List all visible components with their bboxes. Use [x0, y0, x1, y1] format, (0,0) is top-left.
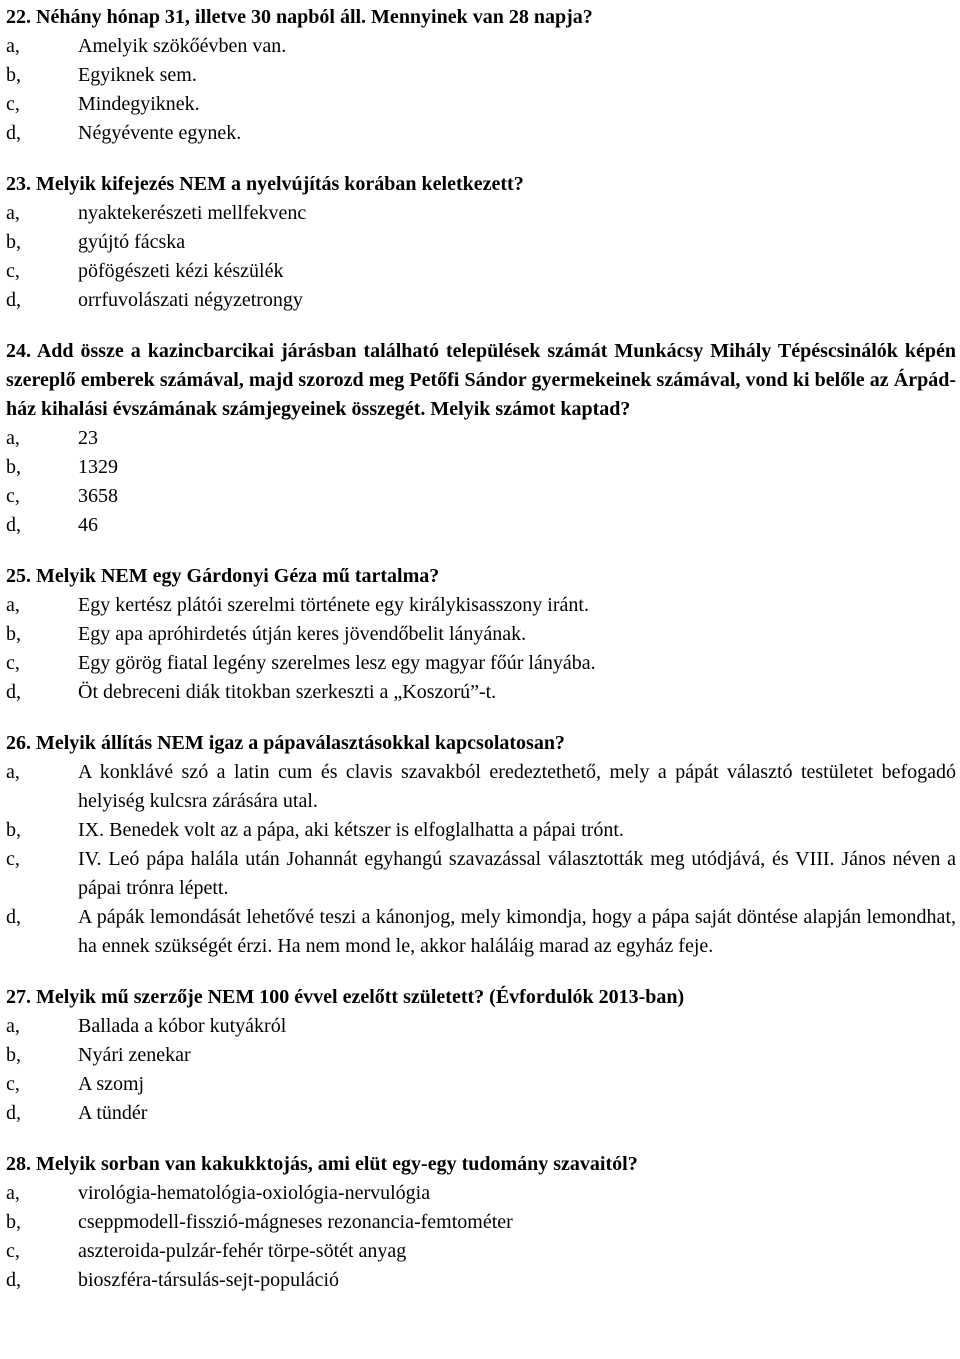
option-c	[6, 1237, 956, 1266]
question-27	[6, 983, 956, 1128]
option-letter: d,	[6, 289, 21, 311]
option-c	[6, 1070, 956, 1099]
option-letter: c,	[6, 485, 20, 507]
option-letter: c,	[6, 1240, 20, 1262]
option-text: Öt debreceni diák titokban szerkeszti a „Koszorú”-t.	[78, 681, 497, 703]
option-letter: a,	[6, 202, 20, 224]
option-c	[6, 649, 956, 678]
option-text: bioszféra-társulás-sejt-populáció	[78, 1269, 340, 1291]
question-22	[6, 3, 956, 148]
option-a	[6, 591, 956, 620]
option-c	[6, 845, 956, 903]
option-letter: c,	[6, 1073, 20, 1095]
option-d	[6, 286, 956, 315]
option-text: IV. Leó pápa halála után Johannát egyhangú szavazással választották meg utódjává, és VIII. János néven a pápai trónra lépett.	[78, 848, 956, 899]
option-a	[6, 32, 956, 61]
question-28	[6, 1150, 956, 1295]
option-text: IX. Benedek volt az a pápa, aki kétszer is elfoglalhatta a pápai trónt.	[78, 819, 624, 841]
question-title: 23. Melyik kifejezés NEM a nyelvújítás korában keletkezett?	[6, 173, 524, 195]
option-letter: b,	[6, 64, 21, 86]
option-text: A pápák lemondását lehetővé teszi a kánonjog, mely kimondja, hogy a pápa saját döntése alapján lemondhat, ha ennek szükségét érzi. Ha nem mond le, akkor haláláig marad az egyház feje.	[78, 906, 956, 957]
question-title: 28. Melyik sorban van kakukktojás, ami elüt egy-egy tudomány szavaitól?	[6, 1153, 638, 1175]
option-text: A szomj	[78, 1073, 145, 1095]
option-text: Négyévente egynek.	[78, 122, 242, 144]
option-b	[6, 1208, 956, 1237]
option-letter: d,	[6, 681, 21, 703]
option-a	[6, 424, 956, 453]
question-title: 22. Néhány hónap 31, illetve 30 napból áll. Mennyinek van 28 napja?	[6, 6, 593, 28]
option-text: Egy görög fiatal legény szerelmes lesz egy magyar főúr lányába.	[78, 652, 596, 674]
question-title: 27. Melyik mű szerzője NEM 100 évvel ezelőtt született? (Évfordulók 2013-ban)	[6, 986, 685, 1008]
option-c	[6, 257, 956, 286]
question-title: 25. Melyik NEM egy Gárdonyi Géza mű tartalma?	[6, 565, 440, 587]
option-letter: b,	[6, 231, 21, 253]
option-letter: b,	[6, 819, 21, 841]
option-a	[6, 1179, 956, 1208]
option-letter: b,	[6, 623, 21, 645]
option-letter: c,	[6, 260, 20, 282]
option-b	[6, 620, 956, 649]
option-d	[6, 1266, 956, 1295]
option-a	[6, 199, 956, 228]
option-d	[6, 511, 956, 540]
option-d	[6, 119, 956, 148]
option-text: aszteroida-pulzár-fehér törpe-sötét anyag	[78, 1240, 407, 1262]
option-letter: b,	[6, 1211, 21, 1233]
option-text: orrfuvolászati négyzetrongy	[78, 289, 303, 311]
option-b	[6, 61, 956, 90]
option-letter: a,	[6, 761, 20, 783]
option-list	[6, 32, 956, 148]
option-text: cseppmodell-fisszió-mágneses rezonancia-femtométer	[78, 1211, 513, 1233]
option-list	[6, 424, 956, 540]
option-text: virológia-hematológia-oxiológia-nervulógia	[78, 1182, 431, 1204]
option-c	[6, 90, 956, 119]
option-letter: a,	[6, 1182, 20, 1204]
option-list	[6, 758, 956, 961]
option-list	[6, 1179, 956, 1295]
option-b	[6, 453, 956, 482]
option-text: Mindegyiknek.	[78, 93, 200, 115]
option-letter: a,	[6, 594, 20, 616]
option-letter: a,	[6, 1015, 20, 1037]
option-text: Egy kertész plátói szerelmi története egy királykisasszony iránt.	[78, 594, 589, 616]
option-c	[6, 482, 956, 511]
option-b	[6, 816, 956, 845]
option-list	[6, 591, 956, 707]
option-text: A tündér	[78, 1102, 148, 1124]
option-letter: d,	[6, 1102, 21, 1124]
option-text: Egyiknek sem.	[78, 64, 197, 86]
question-23	[6, 170, 956, 315]
option-letter: b,	[6, 456, 21, 478]
option-text: Amelyik szökőévben van.	[78, 35, 287, 57]
option-letter: d,	[6, 514, 21, 536]
question-24	[6, 337, 956, 540]
option-letter: b,	[6, 1044, 21, 1066]
option-b	[6, 228, 956, 257]
option-text: gyújtó fácska	[78, 231, 186, 253]
option-a	[6, 1012, 956, 1041]
option-b	[6, 1041, 956, 1070]
option-d	[6, 1099, 956, 1128]
option-text: 23	[78, 427, 98, 449]
question-25	[6, 562, 956, 707]
option-letter: a,	[6, 35, 20, 57]
option-text: Nyári zenekar	[78, 1044, 191, 1066]
option-text: A konklávé szó a latin cum és clavis szavakból eredeztethető, mely a pápát választó testületet befogadó helyiség kulcsra zárására utal.	[78, 761, 956, 812]
option-text: Ballada a kóbor kutyákról	[78, 1015, 287, 1037]
option-list	[6, 1012, 956, 1128]
option-letter: a,	[6, 427, 20, 449]
question-title: 24. Add össze a kazincbarcikai járásban található települések számát Munkácsy Mihály Tépéscsinálók képén szereplő emberek számával, majd szorozd meg Petőfi Sándor gyermekeinek számával, vond ki belőle az Árpád-ház kihalási évszámának számjegyeinek összegét. Melyik számot kaptad?	[6, 340, 956, 420]
option-text: pöfögészeti kézi készülék	[78, 260, 284, 282]
option-letter: d,	[6, 122, 21, 144]
option-d	[6, 678, 956, 707]
option-letter: c,	[6, 652, 20, 674]
option-text: Egy apa apróhirdetés útján keres jövendőbelit lányának.	[78, 623, 527, 645]
option-letter: c,	[6, 93, 20, 115]
option-text: nyaktekerészeti mellfekvenc	[78, 202, 307, 224]
option-text: 3658	[78, 485, 118, 507]
option-d	[6, 903, 956, 961]
question-title: 26. Melyik állítás NEM igaz a pápaválasztásokkal kapcsolatosan?	[6, 732, 565, 754]
option-text: 46	[78, 514, 98, 536]
option-letter: d,	[6, 906, 21, 928]
option-letter: d,	[6, 1269, 21, 1291]
option-list	[6, 199, 956, 315]
option-text: 1329	[78, 456, 118, 478]
option-letter: c,	[6, 848, 20, 870]
question-26	[6, 729, 956, 961]
option-a	[6, 758, 956, 816]
